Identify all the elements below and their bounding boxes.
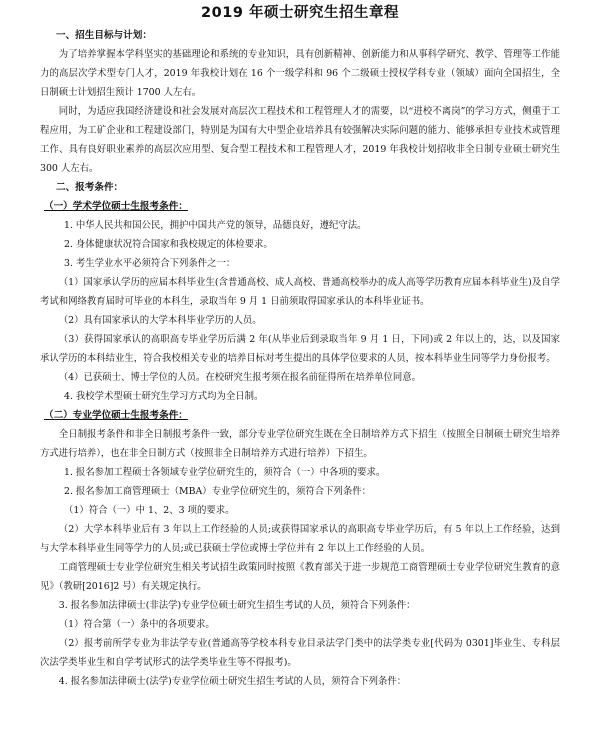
academic-item-3-2: （2）具有国家承认的大学本科毕业学历的人员。	[58, 315, 262, 326]
professional-item-3-1: （1）符合第（一）条中的各项要求。	[58, 619, 215, 630]
section-heading-conditions: 二、报考条件：	[56, 182, 124, 193]
section-heading-goals: 一、招生目标与计划：	[56, 30, 152, 41]
subsection-heading-professional: （二）专业学位硕士生报考条件：	[44, 410, 188, 421]
professional-intro: 全日制报考条件和非全日制报考条件一致，部分专业学位研究生既在全日制培养方式下招生（按照全日制硕士研究生培养方式进行培养），也在非全日制方式（按照非全日制培养方式进行培养）下招生。	[40, 429, 560, 459]
mba-policy-note: 工商管理硕士专业学位研究生相关考试招生政策同时按照《教育部关于进一步规范工商管理硕士专业学位研究生教育的意见》（教研[2016]2 号）有关规定执行。	[40, 562, 560, 592]
academic-item-3-4: （4）已获硕士、博士学位的人员。在校研究生报考须在报名前征得所在培养单位同意。	[58, 372, 422, 383]
academic-item-3: 3. 考生学业水平必须符合下列条件之一：	[64, 258, 236, 269]
goals-paragraph-1: 为了培养掌握本学科坚实的基础理论和系统的专业知识，具有创新精神、创新能力和从事科学研究、教学、管理等工作能力的高层次学术型专门人才，2019 年我校计划在 16 个一级学科和 96 个二级硕士授权学科专业（领域）面向全国招生，全日制硕士计划招生预计 1700 人左右。	[40, 49, 560, 98]
goals-paragraph-2: 同时，为适应我国经济建设和社会发展对高层次工程技术和工程管理人才的需要，以“进校不离岗”的学习方式，侧重于工程应用，为工矿企业和工程建设部门，特别是为国有大中型企业培养具有较强解决实际问题的能力、能够承担专业技术或管理工作、具有良好职业素养的高层次应用型、复合型工程技术和工程管理人才，2019 年我校计划招收非全日制专业硕士研究生 300 人左右。	[40, 106, 560, 174]
academic-item-4: 4. 我校学术型硕士研究生学习方式均为全日制。	[64, 391, 264, 402]
professional-item-3: 3. 报名参加法律硕士(非法学)专业学位硕士研究生招生考试的人员，须符合下列条件：	[58, 600, 416, 611]
professional-item-2: 2. 报名参加工商管理硕士（MBA）专业学位研究生的，须符合下列条件：	[64, 486, 372, 497]
document-title: 2019 年硕士研究生招生章程	[201, 5, 399, 21]
academic-item-3-3: （3）获得国家承认的高职高专毕业学历后满 2 年(从毕业后到录取当年 9 月 1 日，下同)或 2 年以上的，达，以及国家承认学历的本科结业生，符合我校相关专业的培养目标对考生提出的具体学位要求的人员，按本科毕业生同等学力身份报考。	[40, 334, 560, 364]
academic-item-3-1: （1）国家承认学历的应届本科毕业生(含普通高校、成人高校、普通高校举办的成人高等学历教育应届本科毕业生)及自学考试和网络教育届时可毕业的本科生，录取当年 9 月 1 日前须取得国家承认的本科毕业证书。	[40, 277, 560, 307]
professional-item-2-2: （2）大学本科毕业后有 3 年以上工作经验的人员;或获得国家承认的高职高专毕业学历后，有 5 年以上工作经验，达到与大学本科毕业生同等学力的人员;或已获硕士学位或博士学位并有 2 年以上工作经验的人员。	[40, 524, 560, 554]
academic-item-2: 2. 身体健康状况符合国家和我校规定的体检要求。	[64, 239, 273, 250]
subsection-heading-academic: （一）学术学位硕士生报考条件：	[44, 201, 188, 212]
professional-item-3-2: （2）报考前所学专业为非法学专业(普通高等学校本科专业目录法学门类中的法学类专业[代码为 0301]毕业生、专科层次法学类毕业生和自学考试形式的法学类毕业生等不得报考)。	[40, 638, 560, 668]
professional-item-2-1: （1）符合（一）中 1、2、3 项的要求。	[64, 505, 235, 516]
professional-item-4: 4. 报名参加法律硕士(法学)专业学位硕士研究生招生考试的人员，须符合下列条件：	[58, 676, 407, 687]
professional-item-1: 1. 报名参加工程硕士各领域专业学位研究生的，须符合（一）中各项的要求。	[64, 467, 386, 478]
academic-item-1: 1. 中华人民共和国公民，拥护中国共产党的领导，品德良好，遵纪守法。	[64, 220, 367, 231]
